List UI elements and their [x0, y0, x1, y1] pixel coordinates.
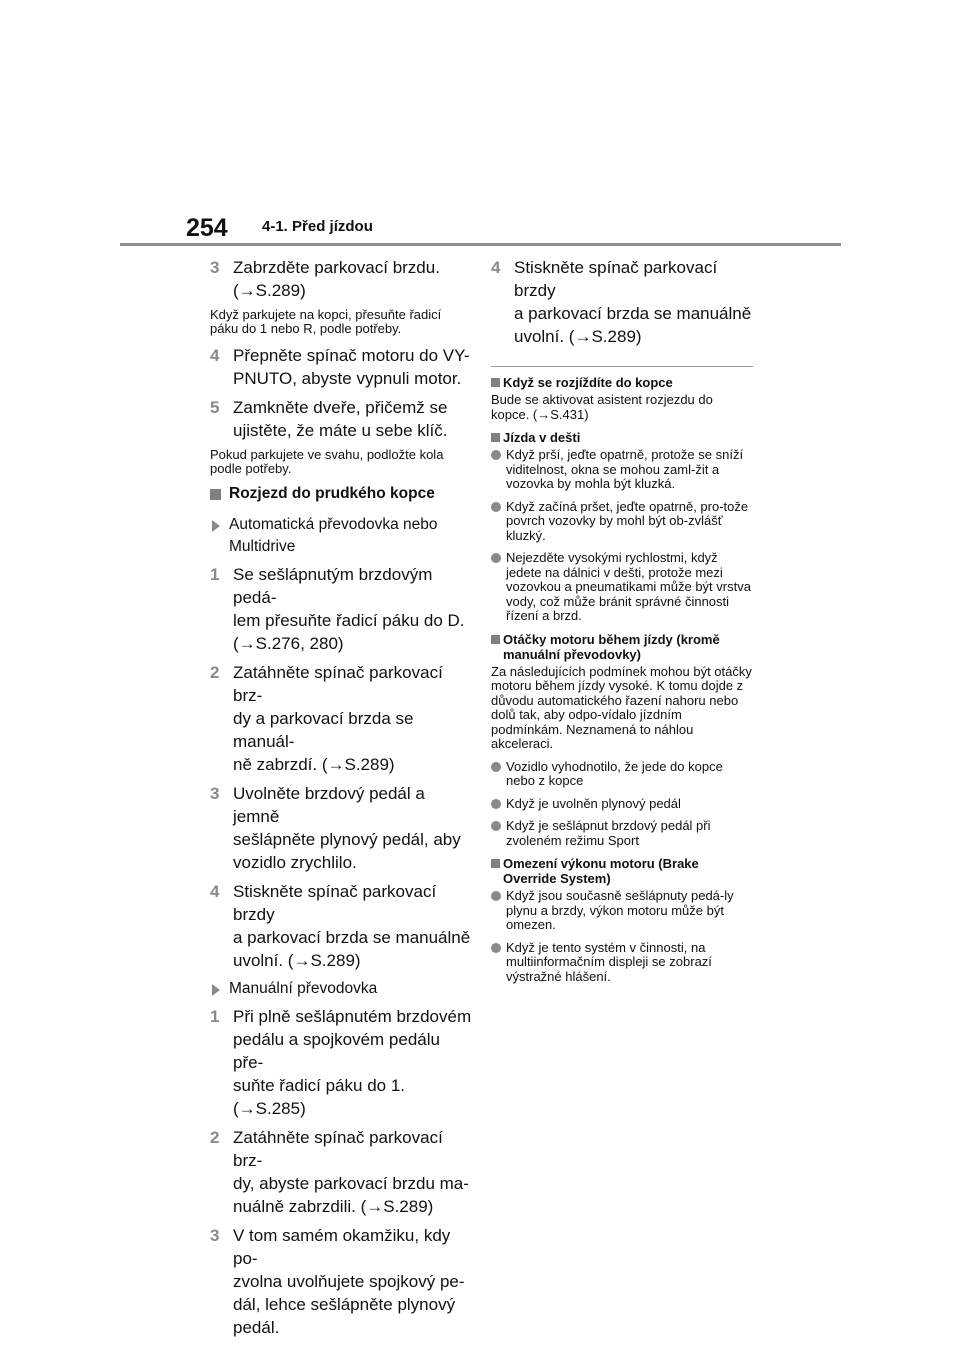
bullet-text: Když začíná pršet, jeďte opatrně, pro-tože povrch vozovky by mohl být ob-zvlášť kluzký.: [506, 498, 749, 543]
bullet-text: Když jsou současně sešlápnuty pedá-ly plynu a brzdy, výkon motoru může být omezen.: [506, 888, 734, 932]
bullet-text: Když prší, jeďte opatrně, protože se sníží viditelnost, okna se mohou zaml-žit a vozovka by mohla být kluzká.: [506, 447, 744, 491]
info-paragraph: Bude se aktivovat asistent rozjezdu do kopce. (→S.431): [491, 392, 713, 422]
step-text: uvolní. (→S.289): [514, 327, 642, 346]
step-text: dy a parkovací brzda se manuál-: [233, 709, 414, 751]
bullet-text: Když je sešlápnut brzdový pedál při zvoleném režimu Sport: [506, 818, 711, 848]
step-text: Uvolněte brzdový pedál a jemně: [233, 784, 425, 826]
info-paragraph: Za následujících podmínek mohou být otáčky motoru během jízdy vysoké. K tomu dojde z důvodu automatického řazení nahoru nebo dolů tak, aby odpo-vídalo jízdním podmínkám. Neznamená to náhlou akceleraci.: [491, 663, 752, 751]
step-text: dál, lehce sešlápněte plynový: [233, 1295, 456, 1314]
step-text: suňte řadicí páku do 1. (→S.285): [233, 1076, 406, 1118]
bullet-item: [491, 760, 753, 789]
info-heading: [491, 430, 753, 445]
step-text: a parkovací brzda se manuálně: [233, 928, 471, 947]
page-reference: (→S.289): [233, 281, 306, 300]
step-number: 4: [210, 346, 220, 365]
info-heading: [491, 632, 753, 662]
circle-bullet-icon: [491, 891, 501, 901]
square-bullet-icon: [491, 433, 500, 442]
step-text: nuálně zabrzdili. (→S.289): [233, 1197, 434, 1216]
transmission-heading: [210, 514, 472, 558]
bullet-item: [491, 500, 753, 544]
right-column: [491, 256, 753, 992]
heading-text: Rozjezd do prudkého kopce: [229, 485, 435, 502]
step-number: 2: [210, 1128, 220, 1147]
bullet-item: [491, 819, 753, 848]
bullet-text: Vozidlo vyhodnotilo, že jede do kopce nebo z kopce: [506, 758, 723, 788]
circle-bullet-icon: [491, 553, 501, 563]
heading-text: Automatická převodovka nebo: [229, 516, 438, 533]
step-item: [491, 256, 753, 348]
section-title: 4-1. Před jízdou: [262, 218, 373, 235]
step-item: [210, 344, 472, 390]
step-item: [210, 661, 472, 776]
step-text: Stiskněte spínač parkovací brzdy: [233, 882, 437, 924]
step-text: Stiskněte spínač parkovací brzdy: [514, 258, 718, 300]
step-number: 4: [210, 882, 220, 901]
bullet-item: [491, 797, 753, 812]
step-text: Zatáhněte spínač parkovací brz-: [233, 663, 443, 705]
step-number: 3: [210, 258, 220, 277]
step-item: [210, 1126, 472, 1218]
bullet-item: [491, 941, 753, 985]
step-number: 2: [210, 663, 220, 682]
square-bullet-icon: [491, 378, 500, 387]
circle-bullet-icon: [491, 821, 501, 831]
step-text: Zatáhněte spínač parkovací brz-: [233, 1128, 443, 1170]
bullet-text: Když je uvolněn plynový pedál: [506, 795, 681, 811]
step-text: ně zabrzdí. (→S.289): [233, 755, 395, 774]
square-bullet-icon: [210, 489, 221, 500]
step-text: V tom samém okamžiku, kdy po-: [233, 1226, 451, 1268]
heading-text: Omezení výkonu motoru (Brake Override System): [503, 856, 699, 886]
step-item: [210, 1224, 472, 1339]
step-item: [210, 396, 472, 442]
step-text: PNUTO, abyste vypnuli motor.: [233, 369, 462, 388]
step-text: a parkovací brzda se manuálně: [514, 304, 752, 323]
step-text: vozidlo zrychlilo.: [233, 853, 357, 872]
step-text: zvolna uvolňujete spojkový pe-: [233, 1272, 465, 1291]
step-text: Zamkněte dveře, přičemž se: [233, 398, 448, 417]
note-text: Pokud parkujete ve svahu, podložte kola podle potřeby.: [210, 447, 444, 476]
bullet-item: [491, 889, 753, 933]
square-bullet-icon: [491, 635, 500, 644]
info-heading: [491, 856, 753, 886]
step-number: 5: [210, 398, 220, 417]
step-item: [210, 256, 472, 302]
bullet-text: Nejezděte vysokými rychlostmi, když jedete na dálnici v dešti, protože mezi vozovkou a pneumatikami může být vrstva vody, což může bránit správné činnosti řízení a brzd.: [506, 550, 751, 623]
step-text: sešlápněte plynový pedál, aby: [233, 830, 461, 849]
step-item: [210, 563, 472, 655]
step-text: Přepněte spínač motoru do VY-: [233, 346, 470, 365]
step-item: [210, 782, 472, 874]
circle-bullet-icon: [491, 762, 501, 772]
step-text: Při plně sešlápnutém brzdovém: [233, 1007, 472, 1026]
circle-bullet-icon: [491, 943, 501, 953]
step-item: [210, 880, 472, 972]
note-text: Když parkujete na kopci, přesuňte řadicí páku do 1 nebo R, podle potřeby.: [210, 307, 442, 336]
step-text: pedál.: [233, 1318, 280, 1337]
heading-text: Když se rozjíždíte do kopce: [503, 375, 673, 390]
divider: [491, 366, 753, 367]
left-column: [210, 256, 472, 1345]
step-text: Zabrzděte parkovací brzdu.: [233, 258, 440, 277]
step-number: 1: [210, 1007, 220, 1026]
triangle-right-icon: [212, 984, 220, 996]
step-text: uvolní. (→S.289): [233, 951, 361, 970]
step-number: 3: [210, 784, 220, 803]
page-reference: (→S.276, 280): [233, 634, 344, 653]
step-item: [210, 1005, 472, 1120]
step-text: dy, abyste parkovací brzdu ma-: [233, 1174, 469, 1193]
circle-bullet-icon: [491, 799, 501, 809]
page-number: 254: [186, 214, 228, 242]
step-number: 1: [210, 565, 220, 584]
bullet-item: [491, 551, 753, 624]
info-heading: [491, 375, 753, 390]
header-rule: [120, 243, 841, 246]
step-text: Se sešlápnutým brzdovým pedá-: [233, 565, 433, 607]
heading-text: Manuální převodovka: [229, 980, 378, 997]
heading-text: Jízda v dešti: [503, 430, 581, 445]
triangle-right-icon: [212, 520, 220, 532]
step-number: 3: [210, 1226, 220, 1245]
heading-text: Otáčky motoru během jízdy (kromě manuální převodovky): [503, 631, 720, 662]
step-text: pedálu a spojkovém pedálu pře-: [233, 1030, 440, 1072]
bullet-text: Když je tento systém v činnosti, na multiinformačním displeji se zobrazí výstražné hlášení.: [506, 939, 712, 984]
heading-text: Multidrive: [229, 538, 296, 555]
bullet-item: [491, 448, 753, 492]
step-text: lem přesuňte řadicí páku do D.: [233, 611, 465, 630]
step-text: ujistěte, že máte u sebe klíč.: [233, 421, 448, 440]
square-bullet-icon: [491, 859, 500, 868]
transmission-heading: [210, 978, 472, 1000]
circle-bullet-icon: [491, 450, 501, 460]
step-number: 4: [491, 258, 501, 277]
section-heading: [210, 484, 472, 504]
circle-bullet-icon: [491, 502, 501, 512]
